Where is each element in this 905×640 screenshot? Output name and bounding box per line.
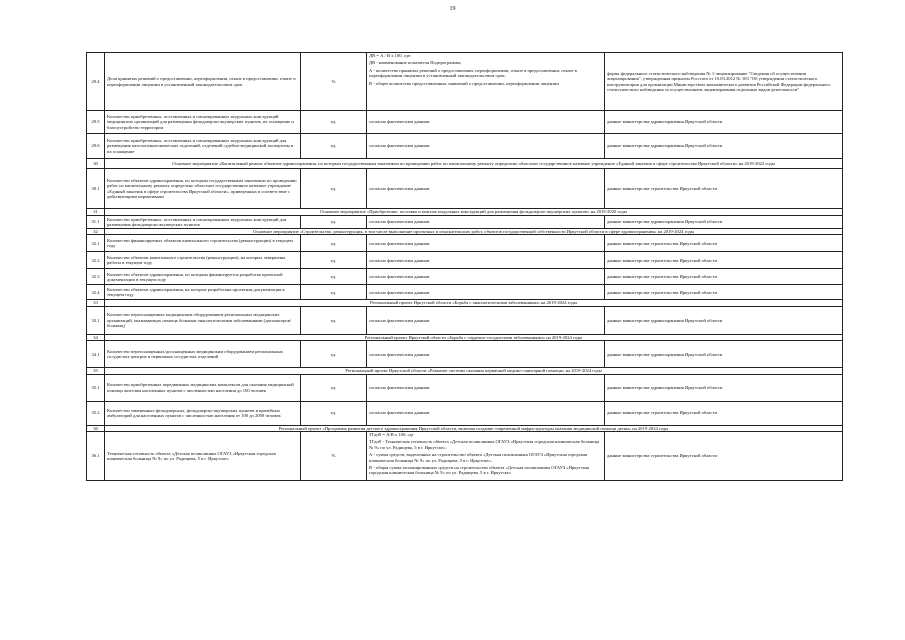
row-number: 36 — [87, 425, 105, 431]
unit-of-measure: ед. — [301, 374, 367, 401]
calculation-method — [367, 432, 605, 481]
data-source: данные министерства строительства Иркутской области — [605, 252, 843, 269]
indicator-name: Количество переоснащенных/дооснащенных медицинским оборудованием региональных сосудистых центров и первичных сосудистых отделений — [105, 341, 301, 368]
unit-of-measure: ед. — [301, 216, 367, 229]
table-row — [87, 269, 843, 285]
method-line: согласно фактическим данным — [369, 219, 430, 225]
table-row — [87, 169, 843, 209]
method-line: согласно фактическим данным — [369, 240, 430, 246]
indicator-name: Количество приобретенных передвижных медицинских комплексов для оказания медицинской помощи жителям населенных пунктов с численностью населения до 100 человек — [105, 374, 301, 401]
table-row — [87, 111, 843, 134]
row-number: 32.1 — [87, 235, 105, 252]
method-line: согласно фактическим данным — [369, 289, 430, 295]
method-line: ДВ - наименование показателя Подпрограммы; — [369, 60, 462, 66]
calculation-method — [367, 111, 605, 134]
calculation-method — [367, 252, 605, 269]
section-title: Основное мероприятие «Приобретение, поставка и монтаж модульных конструкций для размещения фельдшерско-акушерских пунктов» на 2019-2020 годы — [105, 209, 843, 216]
method-line: согласно фактическим данным — [369, 185, 430, 191]
method-line: ДВ = А / В х 100, где: — [369, 53, 412, 58]
row-number: 34.1 — [87, 341, 105, 368]
calculation-method — [367, 285, 605, 300]
data-source: данные министерства здравоохранения Иркутской области — [605, 306, 843, 334]
calculation-method — [367, 53, 605, 111]
row-number: 31.1 — [87, 216, 105, 229]
unit-of-measure: ед. — [301, 169, 367, 209]
data-source: данные министерства строительства Иркутской области — [605, 235, 843, 252]
row-number: 32.2 — [87, 252, 105, 269]
row-number: 35.1 — [87, 374, 105, 401]
unit-of-measure: ед. — [301, 134, 367, 159]
section-title: Региональный проект Иркутской области «Борьба с сердечно-сосудистыми заболеваниями» на 2019-2024 годы — [105, 334, 843, 340]
table-row — [87, 432, 843, 481]
table-row — [87, 374, 843, 401]
data-source: данные министерства здравоохранения Иркутской области — [605, 134, 843, 159]
indicator-name: Количество замененных фельдшерских, фельдшерско-акушерских пунктов и врачебных амбулаторий для населенных пунктов с численностью населения от 100 до 2000 человек — [105, 401, 301, 425]
row-number: 29.5 — [87, 111, 105, 134]
unit-of-measure: ед. — [301, 285, 367, 300]
table-row — [87, 216, 843, 229]
method-line: В - общая сумма запланированных средств на строительство объекта «Детская поликлиника ОГАУЗ «Иркутская городская клиническая больница № 9» по ул. Радищева, 5 в г. Иркутске» — [369, 465, 590, 476]
unit-of-measure: ед. — [301, 269, 367, 285]
indicators-table — [86, 52, 843, 481]
row-number: 33 — [87, 300, 105, 306]
row-number: 35.2 — [87, 401, 105, 425]
method-line: А - количество принятых решений о предоставлении, переоформлении, отказе в предоставлении, отказе в переоформлении лицензии в установленный законодательством срок; — [369, 67, 577, 79]
data-source: данные министерства здравоохранения Иркутской области — [605, 216, 843, 229]
data-source: данные министерства строительства Иркутской области — [605, 269, 843, 285]
row-number: 36.1 — [87, 432, 105, 481]
row-number: 32.4 — [87, 285, 105, 300]
indicator-name: Количество объектов здравоохранения, на которые разработана проектная документация в текущем году — [105, 285, 301, 300]
section-row — [87, 209, 843, 216]
section-title: Региональный проект Иркутской области «Борьба с онкологическими заболеваниями» на 2019-2024 годы — [105, 300, 843, 306]
method-line: согласно фактическим данным — [369, 351, 430, 357]
indicator-name: Количество финансируемых объектов капитального строительства (реконструкции) в текущем году — [105, 235, 301, 252]
unit-of-measure: ед. — [301, 341, 367, 368]
unit-of-measure: % — [301, 53, 367, 111]
page-number: 19 — [449, 6, 456, 12]
calculation-method — [367, 341, 605, 368]
indicator-name: Количество приобретенных, поставленных и смонтированных модульных конструкций для размещения патологоанатомических отделений, отделений судебно-медицинской экспертизы и их оснащение — [105, 134, 301, 159]
method-line: ТГдп9 - Техническая готовность объекта «Детская поликлиника ОГАУЗ «Иркутская городская клиническая больница № 9» по ул. Радищева, 5 в г. Иркутске»; — [369, 439, 600, 450]
calculation-method — [367, 374, 605, 401]
data-source: данные министерства строительства Иркутской области — [605, 169, 843, 209]
method-line: согласно фактическим данным — [369, 119, 430, 125]
row-number: 31 — [87, 209, 105, 216]
unit-of-measure: ед. — [301, 235, 367, 252]
data-source: данные министерства строительства Иркутской области — [605, 285, 843, 300]
table-row — [87, 306, 843, 334]
section-row — [87, 159, 843, 169]
calculation-method — [367, 401, 605, 425]
data-source: данные министерства здравоохранения Иркутской области — [605, 111, 843, 134]
row-number: 32 — [87, 229, 105, 235]
indicators-table-body — [87, 53, 843, 481]
calculation-method — [367, 269, 605, 285]
section-title: Региональный проект «Программа развития детского здравоохранения Иркутской области, включая создание современной инфраструктуры оказания медицинской помощи детям» на 2019-2024 годы — [105, 425, 843, 431]
calculation-method — [367, 216, 605, 229]
row-number: 30.1 — [87, 169, 105, 209]
unit-of-measure: ед. — [301, 401, 367, 425]
data-source: данные министерства здравоохранения Иркутской области — [605, 341, 843, 368]
row-number: 32.3 — [87, 269, 105, 285]
unit-of-measure: % — [301, 432, 367, 481]
calculation-method — [367, 306, 605, 334]
data-source: форма федерального статистического наблюдения № 1-лицензирование "Сведения об осуществлении лицензирования", утвержденная приказом Росстата от 10.03.2012 № 103 "Об утверждении статистического инструментария для организации Министерством экономического развития Российской Федерации федерального статистического наблюдения за осуществлением лицензирования отдельных видов деятельности" — [605, 53, 843, 111]
indicator-name: Количество переоснащенных медицинским оборудованием региональных медицинских организаций, оказывающих помощь больным онкологическими заболеваниями (диспансеров/больниц) — [105, 306, 301, 334]
calculation-method — [367, 134, 605, 159]
method-line: А - сумма средств, выделенных на строительство объекта «Детская поликлиника ОГАУЗ «Иркутская городская клиническая больница № 9» по ул. Радищева, 5 в г. Иркутске»; — [369, 452, 588, 463]
indicator-name: Количество приобретенных, поставленных и смонтированных модульных конструкций медицинских организаций для размещения фельдшерско-акушерских пунктов, их оснащение и благоустройство территории — [105, 111, 301, 134]
method-line: ТГдп9 = А/В х 100, где — [369, 432, 414, 438]
row-number: 34 — [87, 334, 105, 340]
indicator-name: Количество объектов здравоохранения, по которым финансируется разработка проектной документации в текущем году — [105, 269, 301, 285]
data-source: данные министерства строительства Иркутской области — [605, 401, 843, 425]
method-line: согласно фактическим данным — [369, 317, 430, 323]
row-number: 30 — [87, 159, 105, 169]
row-number: 35 — [87, 368, 105, 374]
table-row — [87, 134, 843, 159]
method-line: согласно фактическим данным — [369, 257, 430, 263]
data-source: данные министерства строительства Иркутской области — [605, 432, 843, 481]
method-line: согласно фактическим данным — [369, 384, 430, 390]
method-line: согласно фактическим данным — [369, 410, 430, 416]
method-line: согласно фактическим данным — [369, 274, 430, 280]
indicator-name: Техническая готовность объекта «Детская поликлиника ОГАУЗ «Иркутская городская клиническая больница № 9» по ул. Радищева, 5 в г. Иркутске» — [105, 432, 301, 481]
row-number: 33.1 — [87, 306, 105, 334]
method-line: В - общее количество предоставленных заявлений о предоставлении, переоформлении лицензии — [369, 80, 559, 86]
indicator-name: Количество объектов здравоохранения, по которым государственным заказчиком по проведению работ по капитальному ремонту определено областное государственное казенное учреждение «Единый заказчик в сфере строительства Иркутской области», приведенных в соответствие с действующими нормативами — [105, 169, 301, 209]
table-row — [87, 285, 843, 300]
table-row — [87, 401, 843, 425]
table-row — [87, 252, 843, 269]
table-row — [87, 235, 843, 252]
section-title: Основное мероприятие «Капитальный ремонт объектов здравоохранения, по которым государственным заказчиком по проведению работ по капитальному ремонту определено областное государственное казенное учреждение «Единый заказчик в сфере строительства Иркутской области» на 2019-2022 годы — [105, 159, 843, 169]
row-number: 29.4 — [87, 53, 105, 111]
indicator-name: Количество объектов капитального строительства (реконструкции), на которых завершены работы в текущем году — [105, 252, 301, 269]
unit-of-measure: ед. — [301, 306, 367, 334]
row-number: 29.6 — [87, 134, 105, 159]
method-line: согласно фактическим данным — [369, 143, 430, 149]
unit-of-measure: ед. — [301, 111, 367, 134]
indicator-name: Количество приобретенных, поставленных и смонтированных модульных конструкций для размещения фельдшерско-акушерских пунктов — [105, 216, 301, 229]
section-title: Основное мероприятие «Строительство, реконструкция, в том числе выполнение проектных и изыскательских работ, объектов государственной собственности Иркутской области в сфере здравоохранения» на 2019-2024 годы — [105, 229, 843, 235]
data-source: данные министерства здравоохранения Иркутской области — [605, 374, 843, 401]
calculation-method — [367, 169, 605, 209]
table-row — [87, 341, 843, 368]
indicator-name: Доля принятых решений о предоставлении, переоформлении, отказе в предоставлении, отказе в переоформлении лицензии в установленный законодательством срок — [105, 53, 301, 111]
table-row — [87, 53, 843, 111]
unit-of-measure: ед. — [301, 252, 367, 269]
section-title: Региональный проект Иркутской области «Развитие системы оказания первичной медико-санитарной помощи» на 2019-2024 годы — [105, 368, 843, 374]
calculation-method — [367, 235, 605, 252]
